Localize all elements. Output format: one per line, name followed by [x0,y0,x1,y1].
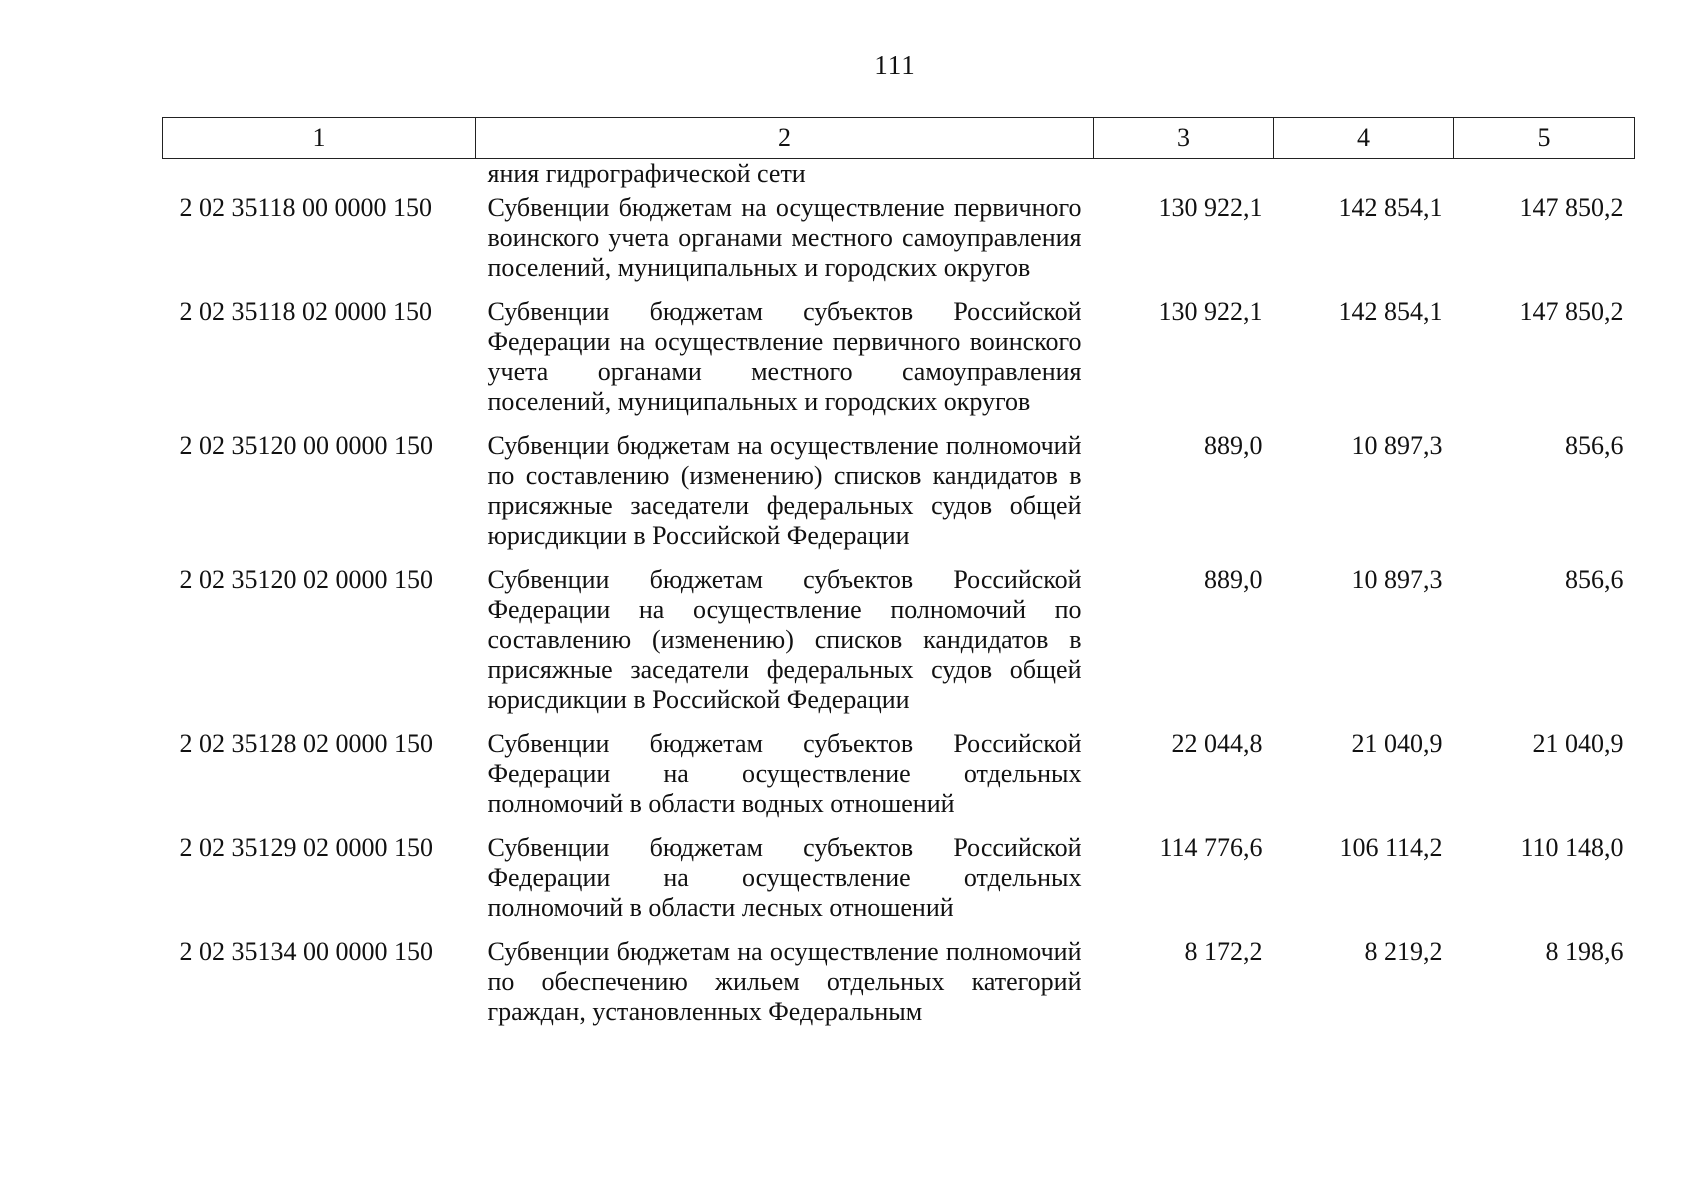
page-number: 111 [874,50,916,80]
table-header [163,118,1635,159]
row-value-col3: 130 922,1 [1158,193,1263,222]
row-description: Субвенции бюджетам на осуществление полномочий по обеспечению жильем отдельных категорий граждан, установленных Федеральным [487,937,1082,1026]
row-code: 2 02 35118 00 0000 150 [179,193,433,222]
row-description: Субвенции бюджетам субъектов Российской Федерации на осуществление отдельных полномочий в области водных отношений [487,729,1082,818]
row-value-col3: 114 776,6 [1159,833,1263,862]
row-description: Субвенции бюджетам на осуществление полномочий по составлению (изменению) списков кандидатов в присяжные заседатели федеральных судов общей юрисдикции в Российской Федерации [487,431,1082,550]
continuation-row [163,159,1635,190]
row-value-col5: 856,6 [1565,565,1624,594]
table-row [163,189,1635,293]
row-code: 2 02 35118 02 0000 150 [179,297,433,326]
row-value-col5: 856,6 [1565,431,1624,460]
header-col-2: 2 [476,118,1094,159]
row-value-col3: 22 044,8 [1171,729,1263,758]
budget-table-container [162,117,1634,1037]
continuation-code-cell [163,159,476,190]
row-value-col5: 147 850,2 [1519,297,1624,326]
row-code: 2 02 35129 02 0000 150 [179,833,433,862]
header-col-4: 4 [1274,118,1454,159]
row-value-col5: 147 850,2 [1519,193,1624,222]
row-value-col4: 10 897,3 [1351,565,1443,594]
row-value-col3: 8 172,2 [1184,937,1263,966]
row-value-col4: 142 854,1 [1338,297,1443,326]
row-code: 2 02 35134 00 0000 150 [179,937,433,966]
row-value-col4: 8 219,2 [1364,937,1443,966]
row-description: Субвенции бюджетам субъектов Российской Федерации на осуществление полномочий по составлению (изменению) списков кандидатов в присяжные заседатели федеральных судов общей юрисдикции в Российской Федерации [487,565,1082,714]
row-value-col4: 21 040,9 [1351,729,1443,758]
header-col-5: 5 [1454,118,1635,159]
row-description: Субвенции бюджетам на осуществление первичного воинского учета органами местного самоуправления поселений, муниципальных и городских округов [487,193,1082,282]
row-value-col4: 106 114,2 [1339,833,1443,862]
row-description: Субвенции бюджетам субъектов Российской Федерации на осуществление первичного воинского учета органами местного самоуправления поселений, муниципальных и городских округов [487,297,1082,416]
row-value-col5: 110 148,0 [1520,833,1624,862]
continuation-text: яния гидрографической сети [487,159,806,188]
header-col-1: 1 [163,118,476,159]
table-body [163,159,1635,1038]
table-row [163,725,1635,829]
row-code: 2 02 35120 02 0000 150 [179,565,433,594]
row-code: 2 02 35128 02 0000 150 [179,729,433,758]
row-value-col5: 21 040,9 [1532,729,1624,758]
row-value-col4: 10 897,3 [1351,431,1443,460]
row-description: Субвенции бюджетам субъектов Российской Федерации на осуществление отдельных полномочий в области лесных отношений [487,833,1082,922]
header-row [163,118,1635,159]
table-row [163,427,1635,561]
budget-table [162,117,1635,1037]
table-row [163,561,1635,725]
table-row [163,933,1635,1037]
row-value-col3: 889,0 [1204,431,1263,460]
row-value-col3: 130 922,1 [1158,297,1263,326]
header-col-3: 3 [1094,118,1274,159]
row-value-col3: 889,0 [1204,565,1263,594]
row-value-col4: 142 854,1 [1338,193,1443,222]
table-row [163,829,1635,933]
row-code: 2 02 35120 00 0000 150 [179,431,433,460]
table-row [163,293,1635,427]
row-value-col5: 8 198,6 [1545,937,1624,966]
